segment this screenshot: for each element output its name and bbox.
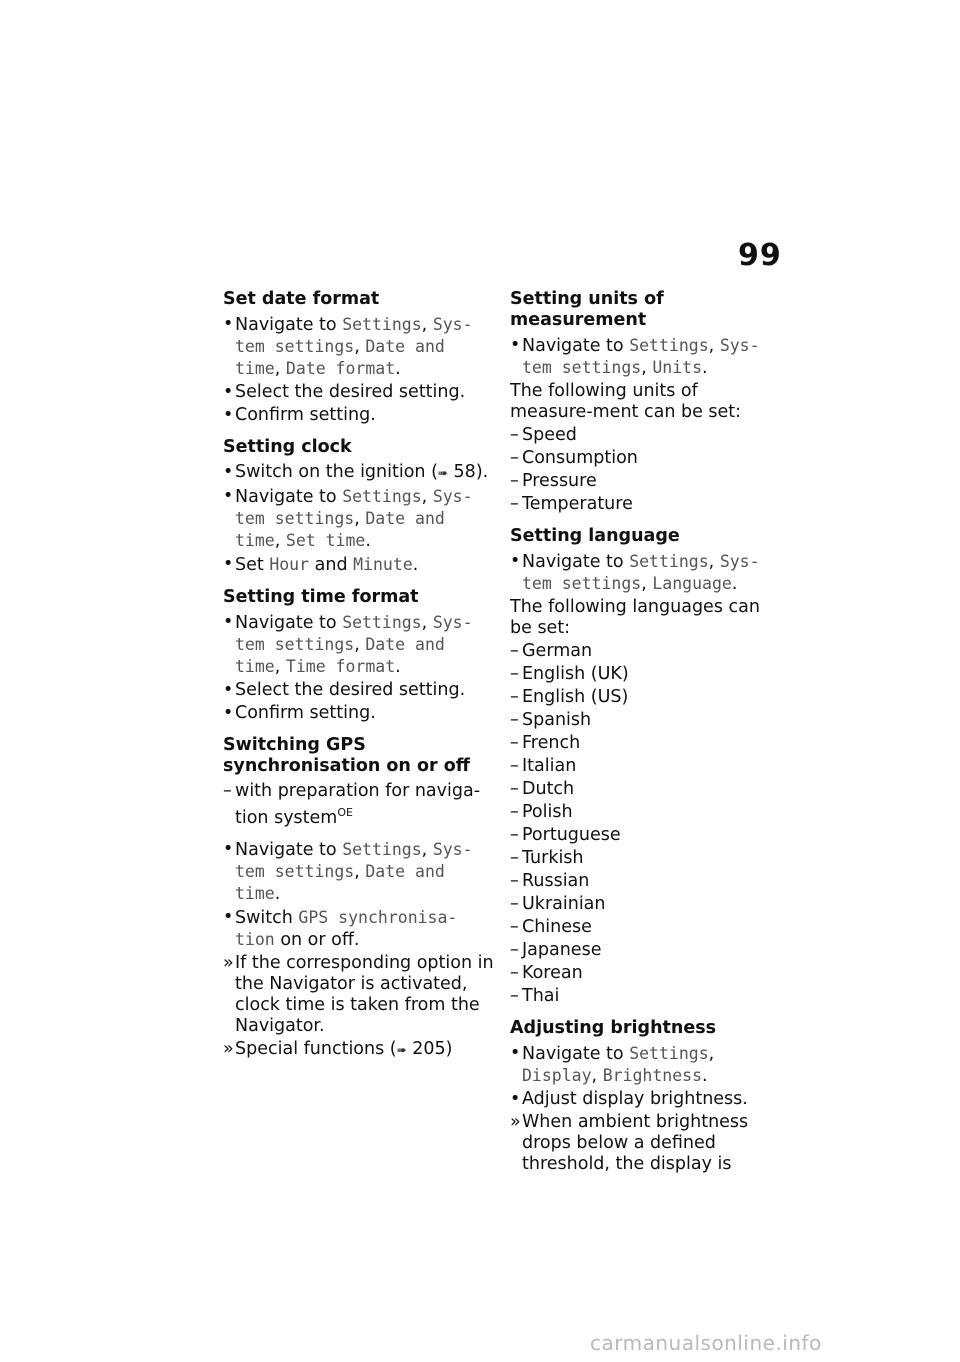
list-item: – Ukrainian: [510, 894, 606, 914]
list-item: – Chinese: [510, 917, 592, 937]
list-item: • Select the desired setting.: [223, 382, 466, 402]
list-item: – Turkish: [510, 848, 584, 868]
dash-icon: –: [510, 494, 519, 514]
dash-icon: –: [510, 894, 519, 914]
dash-icon: –: [510, 779, 519, 799]
units-intro: The following units of measure-ment can be set:: [510, 381, 742, 422]
result-arrow-icon: »: [223, 1038, 234, 1059]
bullet-icon: •: [223, 462, 234, 482]
result-arrow-icon: »: [510, 1112, 521, 1132]
dash-icon: –: [510, 917, 519, 937]
list-item: – Japanese: [510, 940, 602, 960]
list-item: • Confirm setting.: [223, 405, 376, 425]
page-number: 99: [738, 238, 782, 273]
list-item: – Portuguese: [510, 825, 621, 845]
list-item: • Select the desired setting.: [223, 680, 466, 700]
bullet-icon: •: [510, 335, 521, 355]
list-item: • Navigate to Settings, Sys- tem settings, Date and time.: [223, 838, 473, 904]
heading-language: Setting language: [510, 526, 680, 546]
list-item: – Speed: [510, 425, 577, 445]
list-item: – Consumption: [510, 448, 638, 468]
dash-icon: –: [510, 940, 519, 960]
bullet-icon: •: [510, 1043, 521, 1063]
list-item: • Set Hour and Minute.: [223, 554, 419, 575]
language-list: [510, 641, 785, 1007]
dash-icon: –: [510, 448, 519, 468]
dash-icon: –: [223, 781, 232, 801]
bullet-icon: •: [223, 486, 234, 506]
bullet-icon: •: [223, 612, 234, 632]
list-item: • Confirm setting.: [223, 703, 376, 723]
dash-icon: –: [510, 963, 519, 983]
list-item: • Switch GPS synchronisa- tion on or off.: [223, 906, 458, 950]
bullet-icon: •: [223, 906, 234, 927]
list-item: – Thai: [510, 986, 560, 1006]
dash-icon: –: [510, 687, 519, 707]
bullet-icon: •: [223, 838, 234, 859]
bullet-icon: •: [223, 680, 234, 700]
list-item: • Navigate to Settings, Sys- tem settings, Date and time, Time format.: [223, 612, 473, 677]
right-column: [510, 289, 785, 1177]
dash-icon: –: [510, 733, 519, 753]
heading-setting-time-format: Setting time format: [223, 587, 419, 607]
heading-gps-sync: Switching GPS synchronisation on or off: [223, 735, 470, 776]
bullet-icon: •: [223, 554, 234, 574]
dash-icon: –: [510, 664, 519, 684]
dash-icon: –: [510, 802, 519, 822]
oe-superscript: OE: [337, 806, 353, 819]
list-item: – Dutch: [510, 779, 575, 799]
bullet-icon: •: [510, 1089, 521, 1109]
list-item: – Spanish: [510, 710, 592, 730]
list-item: – German: [510, 641, 593, 661]
bullet-icon: •: [223, 382, 234, 402]
list-item: • Navigate to Settings, Sys- tem settings, Units.: [510, 335, 760, 378]
list-item: – English (UK): [510, 664, 629, 684]
bullet-icon: •: [223, 314, 234, 334]
list-item: – Temperature: [510, 494, 633, 514]
result-arrow-icon: »: [223, 952, 234, 973]
page-reference[interactable]: 58).: [453, 462, 489, 482]
dash-icon: –: [510, 641, 519, 661]
dash-icon: –: [510, 986, 519, 1006]
heading-brightness: Adjusting brightness: [510, 1018, 717, 1038]
dash-icon: –: [510, 848, 519, 868]
dash-icon: –: [510, 471, 519, 491]
page-reference-arrow-icon: ➠: [437, 466, 448, 480]
list-item: – English (US): [510, 687, 629, 707]
heading-set-date-format: Set date format: [223, 289, 380, 309]
list-item: – Italian: [510, 756, 577, 776]
watermark: carmanualsonline.info: [590, 1331, 822, 1355]
list-item: • Switch on the ignition (➠ 58).: [223, 462, 489, 482]
dash-icon: –: [510, 756, 519, 776]
bullet-icon: •: [223, 703, 234, 723]
page-reference-arrow-icon: ➠: [396, 1042, 407, 1057]
dash-icon: –: [510, 710, 519, 730]
list-item: – Polish: [510, 802, 573, 822]
left-column: [223, 289, 495, 1063]
list-item: • Navigate to Settings, Sys- tem settings, Language.: [510, 551, 760, 594]
dash-icon: –: [510, 871, 519, 891]
bullet-icon: •: [510, 551, 521, 571]
result-item: » If the corresponding option in the Navigator is activated, clock time is taken from the Navigator.: [223, 952, 494, 1036]
list-item: • Navigate to Settings, Display, Brightness.: [510, 1043, 715, 1086]
dash-icon: –: [510, 425, 519, 445]
list-item: – Russian: [510, 871, 590, 891]
heading-setting-clock: Setting clock: [223, 437, 352, 457]
list-item: – Pressure: [510, 471, 597, 491]
language-intro: The following languages can be set:: [510, 597, 760, 638]
list-item: • Navigate to Settings, Sys- tem settings, Date and time, Date format.: [223, 314, 473, 379]
prerequisite-item: – with preparation for naviga- tion system$^{OE}$: [223, 781, 481, 828]
reference-item: » Special functions (➠ 205): [223, 1038, 453, 1059]
list-item: – Korean: [510, 963, 583, 983]
page-reference[interactable]: 205): [412, 1038, 453, 1059]
list-item: • Navigate to Settings, Sys- tem settings, Date and time, Set time.: [223, 486, 473, 551]
bullet-icon: •: [223, 405, 234, 425]
dash-icon: –: [510, 825, 519, 845]
list-item: • Adjust display brightness.: [510, 1089, 748, 1109]
result-item: » When ambient brightness drops below a defined threshold, the display is: [510, 1112, 749, 1174]
list-item: – French: [510, 733, 581, 753]
heading-units: Setting units of measurement: [510, 289, 664, 330]
